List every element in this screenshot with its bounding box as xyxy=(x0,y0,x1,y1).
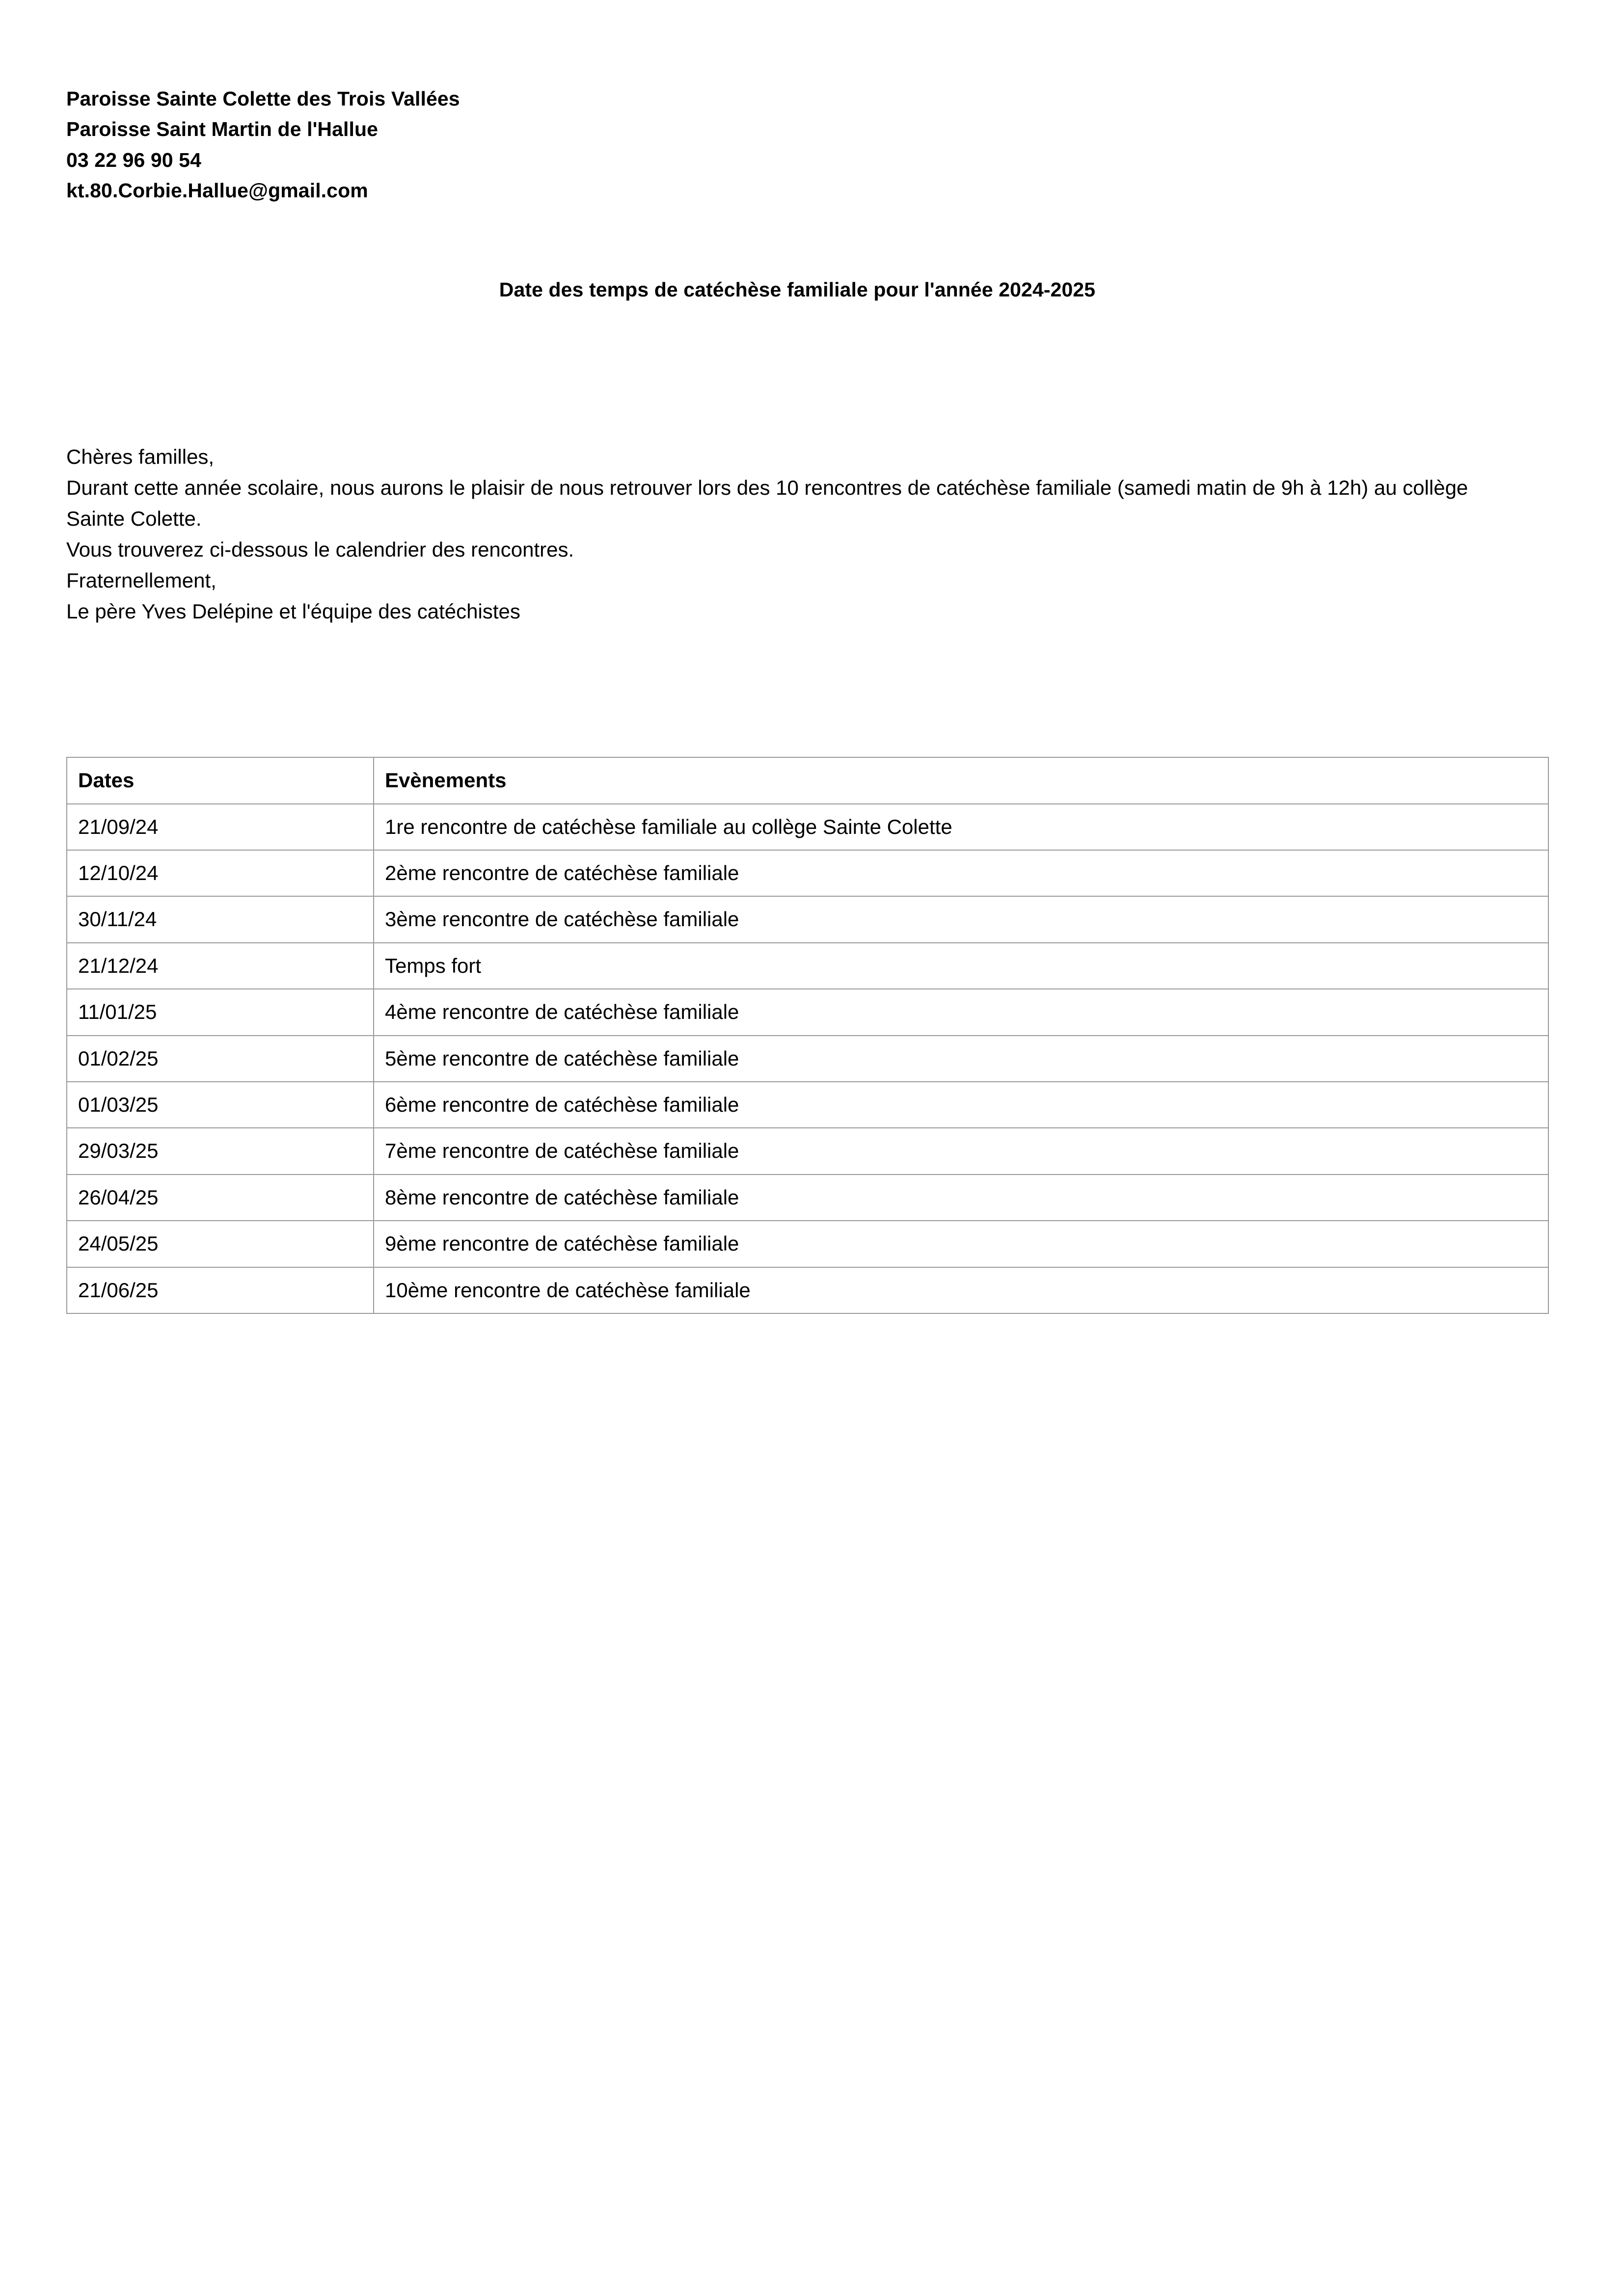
table-header-row xyxy=(67,757,1548,803)
cell-event: 6ème rencontre de catéchèse familiale xyxy=(374,1082,1548,1128)
table-row xyxy=(67,1128,1548,1174)
table-body xyxy=(67,804,1548,1313)
cell-date: 12/10/24 xyxy=(67,850,374,896)
table-row xyxy=(67,1221,1548,1267)
table-row xyxy=(67,896,1548,942)
cell-date: 21/09/24 xyxy=(67,804,374,850)
table-row xyxy=(67,989,1548,1035)
cell-event: 7ème rencontre de catéchèse familiale xyxy=(374,1128,1548,1174)
cell-date: 21/06/25 xyxy=(67,1267,374,1313)
cell-event: 9ème rencontre de catéchèse familiale xyxy=(374,1221,1548,1267)
letter-signature: Le père Yves Delépine et l'équipe des catéchistes xyxy=(66,600,520,623)
cell-event: Temps fort xyxy=(374,943,1548,989)
table-row xyxy=(67,1267,1548,1313)
cell-date: 30/11/24 xyxy=(67,896,374,942)
cell-date: 21/12/24 xyxy=(67,943,374,989)
column-header-dates: Dates xyxy=(67,757,374,803)
cell-event: 1re rencontre de catéchèse familiale au collège Sainte Colette xyxy=(374,804,1548,850)
schedule-table-wrapper xyxy=(66,757,1549,1314)
table-row xyxy=(67,1082,1548,1128)
parish-email: kt.80.Corbie.Hallue@gmail.com xyxy=(66,179,368,202)
parish-phone: 03 22 96 90 54 xyxy=(66,148,201,171)
table-row xyxy=(67,1175,1548,1221)
parish-name-secondary: Paroisse Saint Martin de l'Hallue xyxy=(66,118,379,141)
cell-date: 01/03/25 xyxy=(67,1082,374,1128)
cell-event: 5ème rencontre de catéchèse familiale xyxy=(374,1036,1548,1082)
letter-body xyxy=(66,441,1485,627)
parish-name-primary: Paroisse Sainte Colette des Trois Vallées xyxy=(66,87,460,110)
cell-date: 29/03/25 xyxy=(67,1128,374,1174)
cell-event: 4ème rencontre de catéchèse familiale xyxy=(374,989,1548,1035)
page-title: Date des temps de catéchèse familiale pour l'année 2024-2025 xyxy=(499,278,1096,301)
cell-event: 10ème rencontre de catéchèse familiale xyxy=(374,1267,1548,1313)
cell-event: 8ème rencontre de catéchèse familiale xyxy=(374,1175,1548,1221)
cell-event: 3ème rencontre de catéchèse familiale xyxy=(374,896,1548,942)
cell-date: 26/04/25 xyxy=(67,1175,374,1221)
cell-event: 2ème rencontre de catéchèse familiale xyxy=(374,850,1548,896)
letter-closing: Fraternellement, xyxy=(66,569,217,592)
cell-date: 24/05/25 xyxy=(67,1221,374,1267)
letter-paragraph: Durant cette année scolaire, nous aurons le plaisir de nous retrouver lors des 10 rencontres de catéchèse familiale (samedi matin de 9h à 12h) au collège Sainte Colette. xyxy=(66,476,1468,531)
letter-calendar-line: Vous trouverez ci-dessous le calendrier des rencontres. xyxy=(66,538,574,561)
column-header-events: Evènements xyxy=(374,757,1548,803)
schedule-table xyxy=(66,757,1549,1314)
table-row xyxy=(67,804,1548,850)
letter-salutation: Chères familles, xyxy=(66,445,215,469)
table-row xyxy=(67,1036,1548,1082)
cell-date: 11/01/25 xyxy=(67,989,374,1035)
table-row xyxy=(67,850,1548,896)
table-row xyxy=(67,943,1548,989)
cell-date: 01/02/25 xyxy=(67,1036,374,1082)
parish-header xyxy=(66,83,1531,206)
